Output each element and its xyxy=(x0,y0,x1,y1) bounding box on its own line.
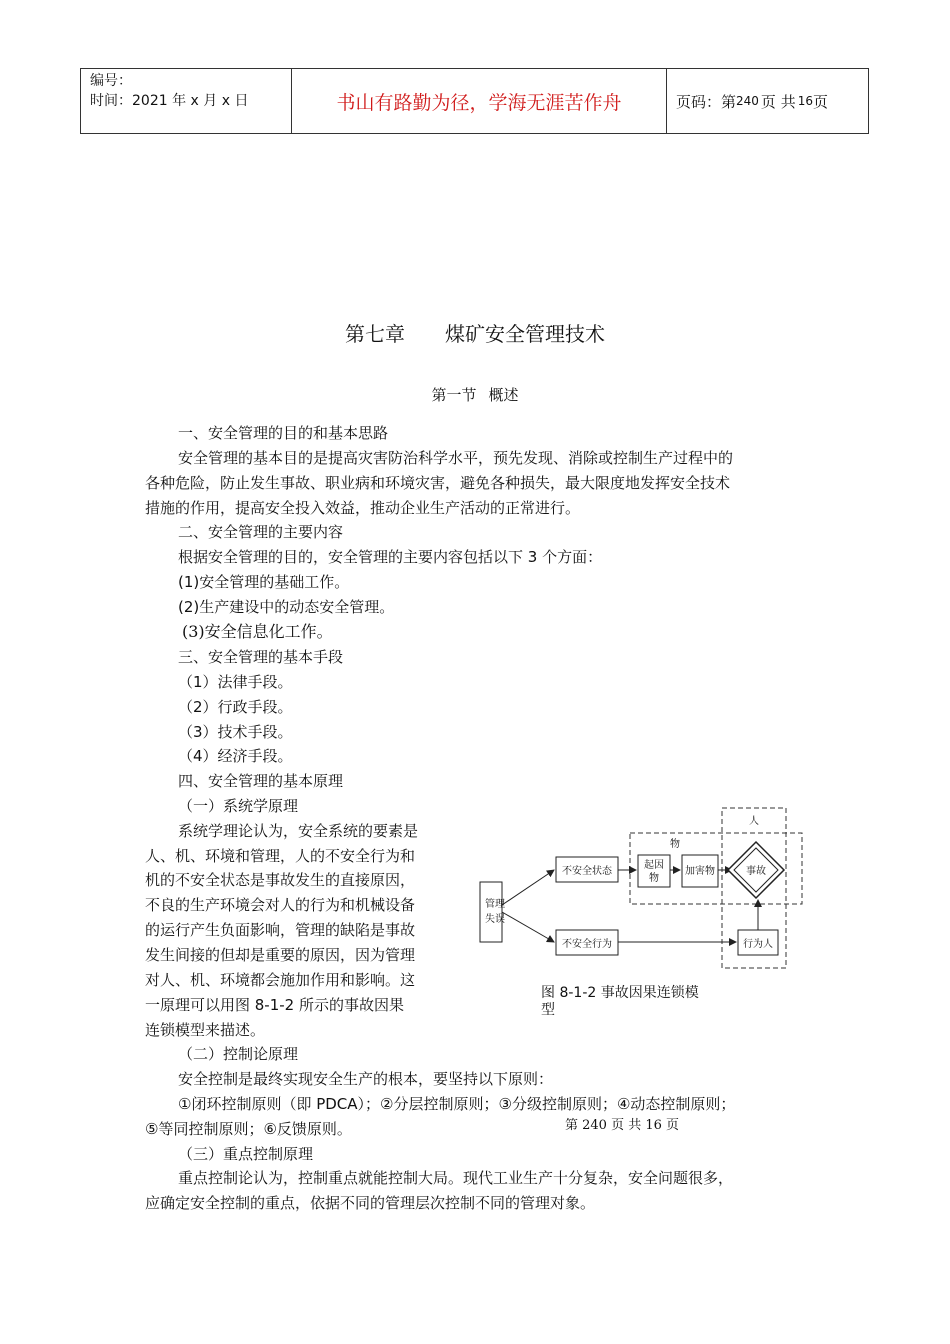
paragraph-line: ①闭环控制原则（即 PDCA）；②分层控制原则；③分级控制原则；④动态控制原则； xyxy=(178,1095,736,1113)
management-error-text: 管理 xyxy=(485,899,505,910)
page-number: 240 xyxy=(736,94,759,108)
paragraph-line: 应确定安全控制的重点，依据不同的管理层次控制不同的管理对象。 xyxy=(145,1194,596,1212)
accident-chain-diagram xyxy=(470,800,810,975)
paragraph-line: 的运行产生负面影响，管理的缺陷是事故 xyxy=(145,921,416,939)
page-total: 16 xyxy=(797,94,813,108)
page-suffix: 页 xyxy=(812,92,828,111)
heading-1: 一、安全管理的目的和基本思路 xyxy=(178,424,389,442)
paragraph-line: 对人、机、环境都会施加作用和影响。这 xyxy=(145,971,416,989)
header-meta-cell xyxy=(81,69,292,133)
management-error-box xyxy=(480,882,502,942)
person-label: 人 xyxy=(749,816,759,827)
paragraph-line: 重点控制论认为，控制重点就能控制大局。现代工业生产十分复杂，安全问题很多， xyxy=(178,1169,734,1187)
list-item: （3）技术手段。 xyxy=(178,723,293,741)
figure-caption xyxy=(541,985,726,1019)
paragraph-line: 一原理可以用图 8-1-2 所示的事故因果 xyxy=(145,996,404,1014)
unsafe-state-text: 不安全状态 xyxy=(562,866,612,877)
list-item: (3)安全信息化工作。 xyxy=(182,622,333,641)
chapter-title xyxy=(0,318,950,347)
figure-caption-line: 图 8-1-2 事故因果连锁模 xyxy=(541,985,699,1001)
section-name: 概述 xyxy=(488,386,519,404)
arrow xyxy=(502,912,554,942)
section-number: 第一节 xyxy=(431,386,477,404)
list-item: （2）行政手段。 xyxy=(178,698,293,716)
thing-label: 物 xyxy=(670,839,680,850)
chapter-name: 煤矿安全管理技术 xyxy=(445,322,605,346)
paragraph-line: ⑤等同控制原则；⑥反馈原则。 xyxy=(145,1120,352,1138)
page-prefix: 页码：第 xyxy=(676,92,737,111)
accident-text: 事故 xyxy=(746,866,766,877)
paragraph-line: 各种危险，防止发生事故、职业病和环境灾害，避免各种损失，最大限度地发挥安全技术 xyxy=(145,474,731,492)
page-note: 第 240 页 共 16 页 xyxy=(565,1118,680,1133)
header-table xyxy=(80,68,869,134)
paragraph-line: 发生间接的但却是重要的原因，因为管理 xyxy=(145,946,416,964)
origin-thing-text: 物 xyxy=(649,873,659,884)
paragraph-line: 根据安全管理的目的，安全管理的主要内容包括以下 3 个方面： xyxy=(178,548,603,566)
chapter-number: 第七章 xyxy=(345,322,405,346)
list-item: （1）法律手段。 xyxy=(178,673,293,691)
paragraph-line: 人、机、环境和管理，人的不安全行为和 xyxy=(145,847,416,865)
paragraph-line: 连锁模型来描述。 xyxy=(145,1021,266,1039)
management-error-text: 失误 xyxy=(485,914,505,925)
subheading: （一）系统学原理 xyxy=(178,797,299,815)
paragraph-line: 措施的作用，提高安全投入效益，推动企业生产活动的正常进行。 xyxy=(145,499,581,517)
number-label: 编号： xyxy=(90,73,132,89)
harm-thing-text: 加害物 xyxy=(685,866,715,877)
paragraph-line: 安全管理的基本目的是提高灾害防治科学水平，预先发现、消除或控制生产过程中的 xyxy=(178,449,734,467)
list-item: (1)安全管理的基础工作。 xyxy=(178,573,350,591)
paragraph-line: 系统学理论认为，安全系统的要素是 xyxy=(178,822,419,840)
paragraph-line: 不良的生产环境会对人的行为和机械设备 xyxy=(145,896,416,914)
arrow xyxy=(502,870,554,905)
paragraph-line: 安全控制是最终实现安全生产的根本，要坚持以下原则： xyxy=(178,1070,554,1088)
list-item: (2)生产建设中的动态安全管理。 xyxy=(178,598,395,616)
subheading: （三）重点控制原理 xyxy=(178,1145,314,1163)
list-item: （4）经济手段。 xyxy=(178,747,293,765)
unsafe-act-text: 不安全行为 xyxy=(562,939,612,950)
paragraph-line: 机的不安全状态是事故发生的直接原因， xyxy=(145,871,416,889)
heading-4: 四、安全管理的基本原理 xyxy=(178,772,344,790)
subheading: （二）控制论原理 xyxy=(178,1045,299,1063)
motto: 书山有路勤为径，学海无涯苦作舟 xyxy=(336,91,622,114)
heading-3: 三、安全管理的基本手段 xyxy=(178,648,344,666)
page-cell xyxy=(667,69,868,133)
origin-thing-text: 起因 xyxy=(644,860,664,871)
page-mid: 页 共 xyxy=(760,92,796,111)
heading-2: 二、安全管理的主要内容 xyxy=(178,523,344,541)
motto-cell xyxy=(292,69,667,133)
section-title xyxy=(0,384,950,405)
figure-caption-line: 型 xyxy=(541,1002,555,1018)
time-label: 时间：2021 年 x 月 x 日 xyxy=(90,93,249,109)
actor-text: 行为人 xyxy=(743,939,773,950)
